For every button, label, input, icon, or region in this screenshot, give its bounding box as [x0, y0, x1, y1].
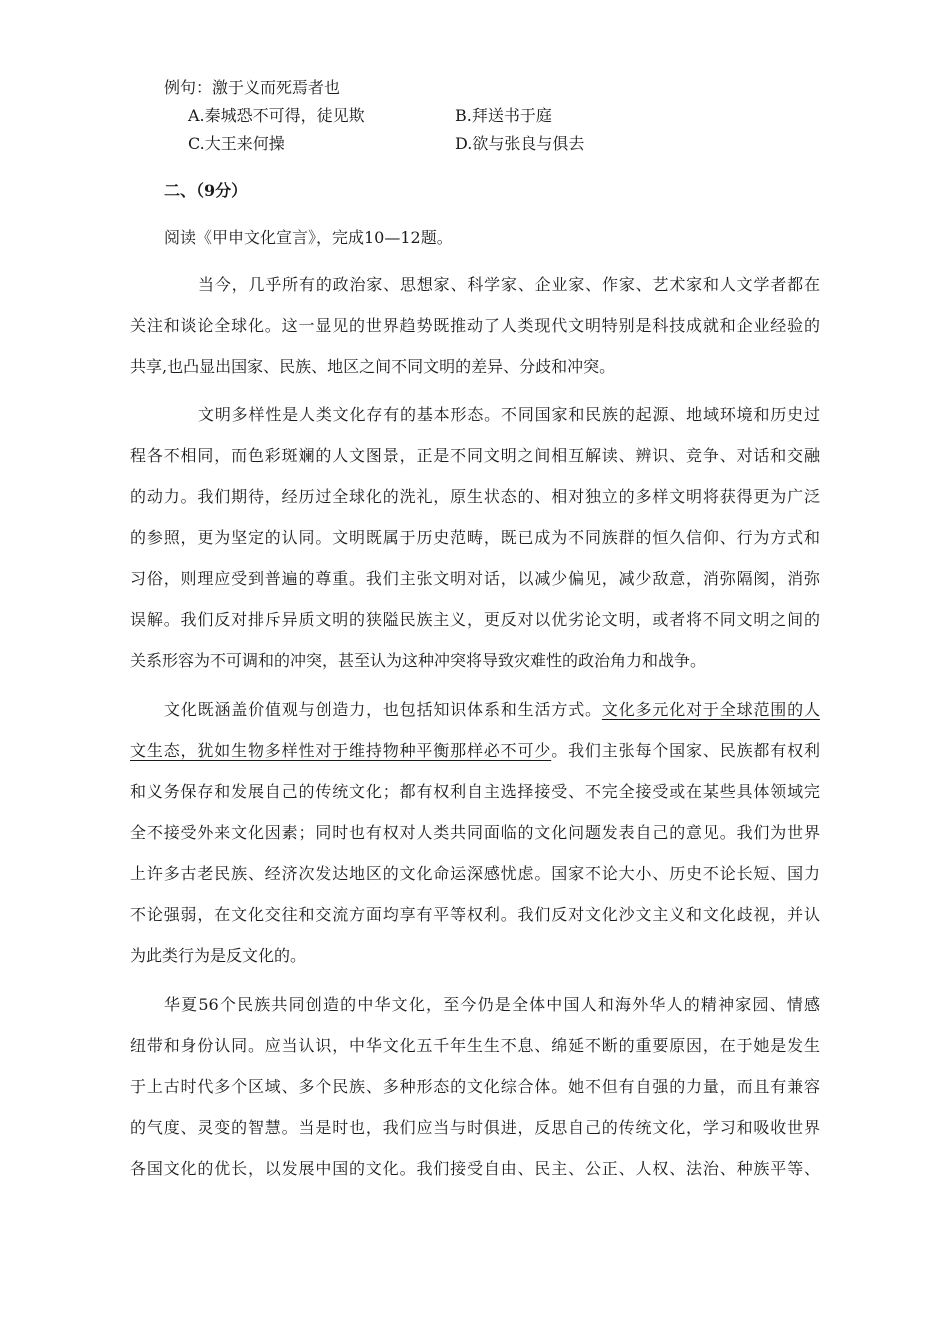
paragraph-4-line: 纽带和身份认同。应当认识，中华文化五千年生生不息、绵延不断的重要原因，在于她是发生: [130, 1036, 820, 1055]
paragraph-2-line: 程各不相同，而色彩斑斓的人文图景，正是不同文明之间相互解读、辨识、竞争、对话和交融: [130, 446, 820, 465]
paragraph-1-line: 当今，几乎所有的政治家、思想家、科学家、企业家、作家、艺术家和人文学者都在: [198, 275, 820, 294]
section-heading: 二、（9分）: [164, 181, 248, 200]
paragraph-3-text: 文化既涵盖价值观与创造力，也包括知识体系和生活方式。: [164, 700, 602, 719]
paragraph-3-line: 上许多古老民族、经济次发达地区的文化命运深感忧虑。国家不论大小、历史不论长短、国力: [130, 864, 820, 883]
paragraph-2-line: 的参照，更为坚定的认同。文明既属于历史范畴，既已成为不同族群的恒久信仰、行为方式和: [130, 528, 820, 547]
example-sentence: 例句：激于义而死焉者也: [164, 78, 341, 97]
paragraph-3-line: 全不接受外来文化因素；同时也有权对人类共同面临的文化问题发表自己的意见。我们为世界: [130, 823, 820, 842]
paragraph-1-line: 共享,也凸显出国家、民族、地区之间不同文明的差异、分歧和冲突。: [130, 357, 616, 376]
paragraph-3-line: 为此类行为是反文化的。: [130, 946, 307, 965]
paragraph-2-line: 的动力。我们期待，经历过全球化的洗礼，原生状态的、相对独立的多样文明将获得更为广泛: [130, 487, 820, 506]
option-b: B.拜送书于庭: [455, 106, 552, 125]
option-d: D.欲与张良与俱去: [455, 134, 585, 153]
underlined-sentence: 文化多元化对于全球范围的人: [601, 700, 820, 719]
paragraph-3-line: 和义务保存和发展自己的传统文化；都有权利自主选择接受、不完全接受或在某些具体领域完: [130, 782, 820, 801]
paragraph-3-line: [130, 741, 820, 761]
paragraph-2-line: 文明多样性是人类文化存有的基本形态。不同国家和民族的起源、地域环境和历史过: [198, 405, 820, 424]
option-c: C.大王来何操: [188, 134, 285, 153]
paragraph-4-line: 的气度、灵变的智慧。当是时也，我们应当与时俱进，反思自己的传统文化，学习和吸收世界: [130, 1118, 820, 1137]
paragraph-2-line: 习俗，则理应受到普遍的尊重。我们主张文明对话，以减少偏见，减少敌意，消弥隔阂，消弥: [130, 569, 820, 588]
underlined-sentence: 文生态，犹如生物多样性对于维持物种平衡那样必不可少: [130, 741, 552, 760]
paragraph-4-line: 华夏56个民族共同创造的中华文化，至今仍是全体中国人和海外华人的精神家园、情感: [164, 995, 820, 1014]
paragraph-3-text: 。我们主张每个国家、民族都有权利: [551, 741, 820, 760]
option-a: A.秦城恐不可得，徒见欺: [188, 106, 365, 125]
reading-instruction: 阅读《甲申文化宣言》，完成10—12题。: [164, 228, 453, 247]
paragraph-3-line: [164, 700, 820, 720]
paragraph-3-line: 不论强弱，在文化交往和交流方面均享有平等权利。我们反对文化沙文主义和文化歧视，并认: [130, 905, 820, 924]
paragraph-4-line: 各国文化的优长，以发展中国的文化。我们接受自由、民主、公正、人权、法治、种族平等、: [130, 1159, 820, 1178]
paragraph-2-line: 误解。我们反对排斥异质文明的狭隘民族主义，更反对以优劣论文明，或者将不同文明之间的: [130, 610, 820, 629]
paragraph-4-line: 于上古时代多个区域、多个民族、多种形态的文化综合体。她不但有自强的力量，而且有兼容: [130, 1077, 820, 1096]
paragraph-1-line: 关注和谈论全球化。这一显见的世界趋势既推动了人类现代文明特别是科技成就和企业经验的: [130, 316, 820, 335]
paragraph-2-line: 关系形容为不可调和的冲突，甚至认为这种冲突将导致灾难性的政治角力和战争。: [130, 651, 707, 670]
